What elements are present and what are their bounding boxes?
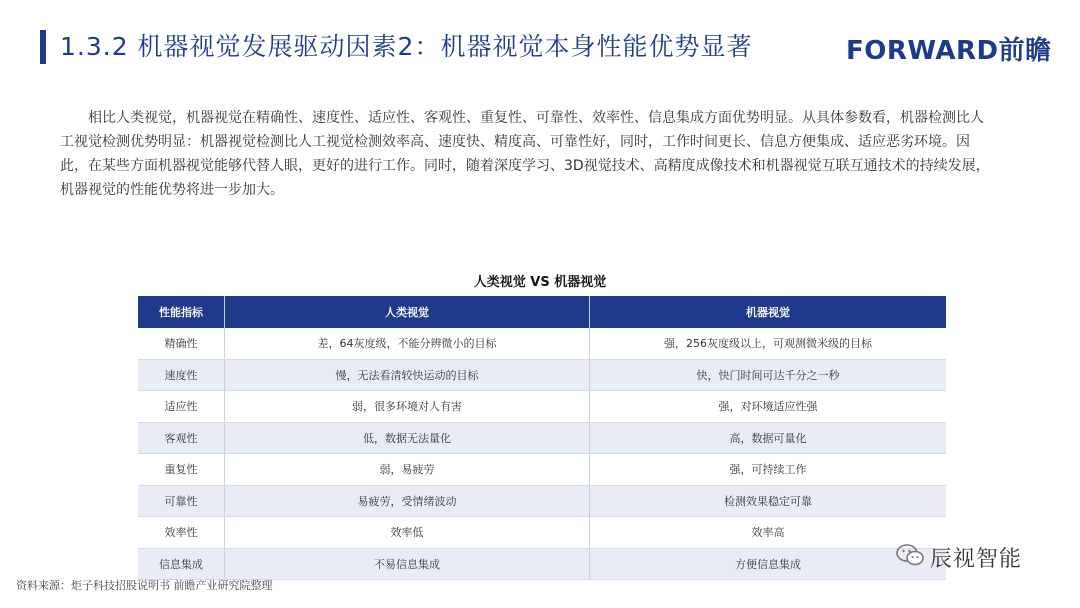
title-accent-bar	[40, 30, 46, 64]
table-row	[138, 422, 946, 454]
table-cell: 可靠性	[138, 485, 225, 517]
table-row	[138, 517, 946, 549]
intro-paragraph: 相比人类视觉，机器视觉在精确性、速度性、适应性、客观性、重复性、可靠性、效率性、信息集成方面优势明显。从具体参数看，机器检测比人工视觉检测优势明显：机器视觉检测比人工视觉检测效率高、速度快、精度高、可靠性好，同时，工作时间更长、信息方便集成、适应恶劣环境。因此，在某些方面机器视觉能够代替人眼，更好的进行工作。同时，随着深度学习、3D视觉技术、高精度成像技术和机器视觉互联互通技术的持续发展，机器视觉的性能优势将进一步加大。	[60, 110, 990, 198]
table-cell: 效率低	[225, 517, 590, 549]
table-cell: 高，数据可量化	[590, 422, 947, 454]
table-row	[138, 328, 946, 359]
table-cell: 不易信息集成	[225, 548, 590, 580]
comparison-table	[138, 296, 946, 580]
watermark-text: 辰视智能	[930, 547, 1023, 572]
table-cell: 强，对环境适应性强	[590, 391, 947, 423]
table-cell: 方便信息集成	[590, 548, 947, 580]
table-cell: 强，可持续工作	[590, 454, 947, 486]
table-cell: 弱，易疲劳	[225, 454, 590, 486]
table-cell: 易疲劳，受情绪波动	[225, 485, 590, 517]
table-cell: 效率性	[138, 517, 225, 549]
table-cell: 信息集成	[138, 548, 225, 580]
table-cell: 重复性	[138, 454, 225, 486]
table-header-row	[138, 296, 946, 328]
page-title: 1.3.2 机器视觉发展驱动因素2：机器视觉本身性能优势显著	[60, 32, 753, 61]
header-cell: 机器视觉	[590, 296, 947, 328]
table-cell: 精确性	[138, 328, 225, 359]
wechat-icon	[896, 543, 924, 573]
table-title: 人类视觉 VS 机器视觉	[473, 275, 607, 290]
table-cell: 效率高	[590, 517, 947, 549]
table-cell: 慢，无法看清较快运动的目标	[225, 359, 590, 391]
table-cell: 检测效果稳定可靠	[590, 485, 947, 517]
table-cell: 客观性	[138, 422, 225, 454]
table-cell: 低，数据无法量化	[225, 422, 590, 454]
table-row	[138, 359, 946, 391]
source-footnote: 资料来源：炬子科技招股说明书 前瞻产业研究院整理	[16, 579, 273, 592]
table-cell: 速度性	[138, 359, 225, 391]
table-row	[138, 548, 946, 580]
table-cell: 快，快门时间可达千分之一秒	[590, 359, 947, 391]
table-row	[138, 454, 946, 486]
table-cell: 强，256灰度级以上，可观测微米级的目标	[590, 328, 947, 359]
table-cell: 适应性	[138, 391, 225, 423]
table-cell: 差，64灰度级，不能分辨微小的目标	[225, 328, 590, 359]
header-cell: 人类视觉	[225, 296, 590, 328]
table-row	[138, 485, 946, 517]
brand-logo: FORWARD前瞻	[846, 36, 1052, 66]
header-cell: 性能指标	[138, 296, 225, 328]
table-row	[138, 391, 946, 423]
wechat-watermark	[896, 542, 1022, 573]
table-cell: 弱，很多环境对人有害	[225, 391, 590, 423]
